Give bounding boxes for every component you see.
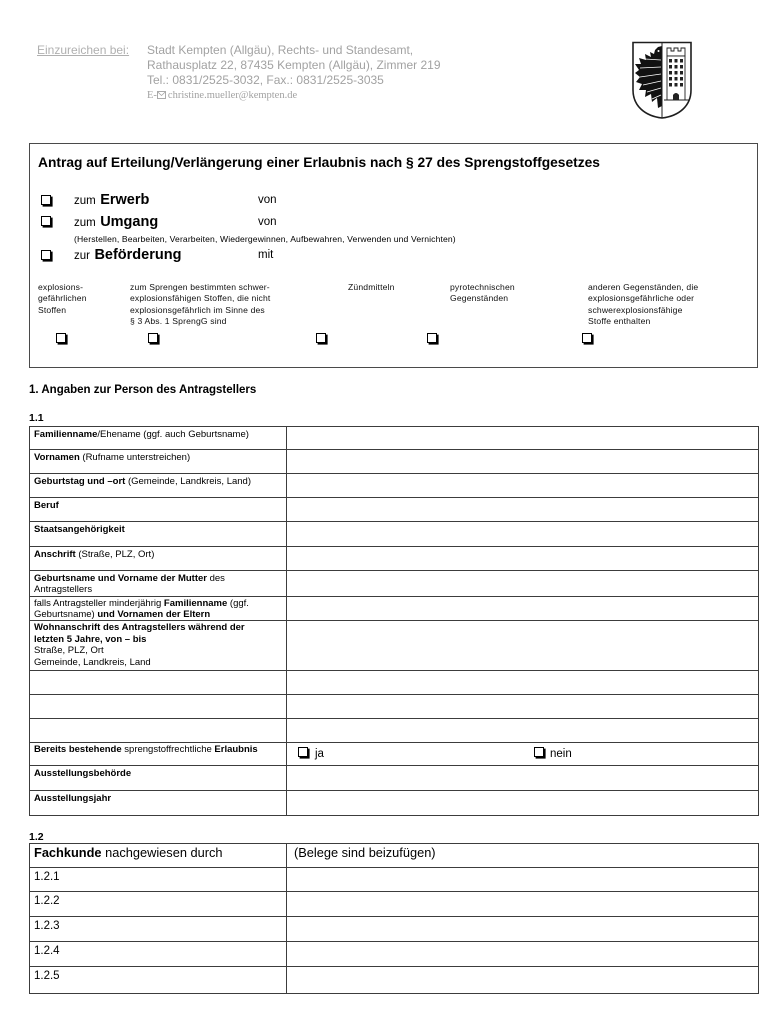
wohnanschrift-field[interactable] [287,621,759,671]
category-line: schwerexplosionsfähige [588,304,683,315]
fachkunde-item-field[interactable] [287,942,759,967]
table-row [30,597,759,621]
option-umgang-text [74,213,158,232]
label-line: letzten 5 Jahre, von – bis [34,633,147,645]
table-row [30,522,759,547]
fachkunde-item-label: 1.2.1 [30,868,287,892]
table-row [30,868,759,892]
category-blasting-substances [130,282,270,328]
label-text: nachgewiesen durch [101,845,223,860]
label-bold: Beruf [34,500,59,511]
wohnanschrift-period-field[interactable] [30,719,287,743]
label-text: des [206,573,225,584]
label-bold: Ausstellungsjahr [34,793,112,804]
category-line: pyrotechnischen [450,282,515,292]
category-line: Zündmitteln [348,282,395,292]
option-befoerderung [38,246,458,264]
explosive-substances-checkbox[interactable] [56,333,66,343]
category-detonators [348,282,395,293]
label-line [34,598,272,609]
wohnanschrift-period-field[interactable] [30,695,287,719]
subsection-number: 1.1 [29,412,44,424]
label-line: Wohnanschrift des Antragstellers während der [34,622,245,633]
label-line: Straße, PLZ, Ort [34,645,104,657]
label-text: (ggf. [227,598,249,609]
label-line: Antragstellers [34,584,93,595]
label-text: sprengstoffrechtliche [121,744,215,755]
wohnanschrift-address-field[interactable] [287,671,759,695]
label-bold: Ausstellungsbehörde [34,768,132,779]
fachkunde-item-label: 1.2.3 [30,917,287,942]
category-line: Stoffen [38,304,67,315]
address-line: Rathausplatz 22, 87435 Kempten (Allgäu), Zimmer 219 [147,58,441,72]
label-bold: Fachkunde [34,845,102,860]
label-bold: und Vornamen der Eltern [94,609,211,620]
option-befoerderung-text [74,246,181,265]
label-bold: Geburtsname und Vorname der Mutter [34,573,207,584]
beruf-field[interactable] [287,498,759,522]
vornamen-field[interactable] [287,450,759,474]
address-line: Stadt Kempten (Allgäu), Rechts- und Standesamt, [147,43,414,57]
option-suffix: mit [258,249,274,261]
label-bold: Bereits bestehende [34,744,122,755]
permit-no-checkbox[interactable] [534,747,544,757]
permit-no-label: nein [550,748,572,760]
befoerderung-checkbox[interactable] [41,250,51,260]
label-text: (Straße, PLZ, Ort) [75,549,155,560]
table-row [30,427,759,450]
table-row [30,671,759,695]
envelope-icon [157,91,166,99]
label-bold: Familienname [34,429,98,440]
wohnanschrift-address-field[interactable] [287,719,759,743]
category-line: § 3 Abs. 1 SprengG sind [130,316,227,327]
category-line: explosionsgefährliche oder [588,293,695,304]
label-line [34,573,272,584]
application-title: Antrag auf Erteilung/Verlängerung einer Erlaubnis nach § 27 des Sprengstoffgesetzes [38,155,600,170]
mutter-name-field[interactable] [287,571,759,597]
fachkunde-item-label: 1.2.5 [30,967,287,994]
application-box [29,143,758,368]
option-prefix: zum [74,195,96,207]
staatsangehoerigkeit-field[interactable] [287,522,759,547]
category-line: explosionsgefährlich im Sinne des [130,304,265,315]
section-title: 1. Angaben zur Person des Antragstellers [29,384,257,396]
fachkunde-item-field[interactable] [287,892,759,917]
pyrotechnics-checkbox[interactable] [427,333,437,343]
email-link[interactable]: christine.mueller@kempten.de [167,90,298,101]
fachkunde-note: (Belege sind beizufügen) [287,844,759,868]
ausstellungsbehoerde-label [30,766,287,791]
table-row [30,621,759,671]
beruf-label [30,498,287,522]
fachkunde-item-label: 1.2.4 [30,942,287,967]
wohnanschrift-label [30,621,287,671]
table-row [30,942,759,967]
vornamen-label [30,450,287,474]
label-text: (Rufname unterstreichen) [79,452,191,463]
geburtstag-ort-label [30,474,287,498]
familienname-field[interactable] [287,427,759,450]
label-text: /Ehename (ggf. auch Geburtsname) [97,429,249,440]
table-row [30,844,759,868]
option-erwerb-text [74,191,149,210]
subsection-number: 1.2 [29,831,44,843]
other-objects-checkbox[interactable] [582,333,592,343]
label-line [34,609,272,620]
option-erwerb [38,191,458,209]
permit-choice-cell [287,743,759,766]
label-text: (Gemeinde, Landkreis, Land) [125,476,251,487]
label-text: Geburtsname) [34,609,95,620]
contact-line: Tel.: 0831/2525-3032, Fax.: 0831/2525-3035 [147,73,384,87]
permit-yes-checkbox[interactable] [298,747,308,757]
table-row [30,474,759,498]
option-label: Beförderung [94,247,182,263]
familienname-label [30,427,287,450]
submit-to-label: Einzureichen bei: [37,43,130,57]
eltern-name-field[interactable] [287,597,759,621]
wohnanschrift-address-field[interactable] [287,695,759,719]
category-line: anderen Gegenständen, die [588,282,699,292]
category-pyrotechnics [450,282,515,305]
label-bold: Erlaubnis [214,744,258,755]
permit-choices [287,743,758,765]
category-line: zum Sprengen bestimmten schwer- [130,282,270,292]
option-umgang [38,213,458,231]
fachkunde-header [30,844,287,868]
applicant-table [29,426,759,816]
fachkunde-item-field[interactable] [287,967,759,994]
staatsangehoerigkeit-label [30,522,287,547]
category-line: explosions- [38,282,84,292]
erwerb-checkbox[interactable] [41,195,51,205]
email-line [147,90,297,102]
eltern-name-label [30,597,287,621]
label-bold: Familienname [163,598,228,609]
table-row [30,743,759,766]
wohnanschrift-period-field[interactable] [30,671,287,695]
ausstellungsjahr-field[interactable] [287,791,759,816]
category-line: Gegenständen [450,293,509,304]
fachkunde-item-field[interactable] [287,917,759,942]
category-line: Stoffe enthalten [588,316,651,327]
table-row [30,766,759,791]
category-explosive-substances [38,282,87,316]
fachkunde-item-label: 1.2.2 [30,892,287,917]
table-row [30,967,759,994]
fachkunde-item-field[interactable] [287,868,759,892]
fachkunde-table [29,843,759,994]
category-other-objects [588,282,698,328]
umgang-checkbox[interactable] [41,216,51,226]
email-prefix: E- [147,90,157,101]
label-line: Gemeinde, Landkreis, Land [34,656,151,668]
label-text: falls Antragsteller minderjährig [34,598,164,609]
permit-label [30,743,287,766]
table-row [30,791,759,816]
label-bold: Geburtstag und –ort [34,476,126,487]
table-row [30,695,759,719]
option-label: Erwerb [100,192,150,208]
mutter-name-label [30,571,287,597]
umgang-note: (Herstellen, Bearbeiten, Verarbeiten, Wiedergewinnen, Aufbewahren, Verwenden und Vernichten) [74,234,456,244]
anschrift-field[interactable] [287,547,759,571]
table-row [30,917,759,942]
ausstellungsjahr-label [30,791,287,816]
table-row [30,450,759,474]
table-row [30,498,759,522]
category-line: explosionsfähigen Stoffen, die nicht [130,293,271,304]
table-row [30,892,759,917]
option-prefix: zum [74,217,96,229]
blasting-substances-checkbox[interactable] [148,333,158,343]
detonators-checkbox[interactable] [316,333,326,343]
option-prefix: zur [74,250,90,262]
table-row [30,571,759,597]
authority-address [147,43,441,88]
permit-yes-label: ja [315,748,324,760]
label-bold: Staatsangehörigkeit [34,524,125,535]
ausstellungsbehoerde-field[interactable] [287,766,759,791]
label-bold: Anschrift [34,549,76,560]
coat-of-arms-icon [630,40,694,120]
option-label: Umgang [100,214,159,230]
label-bold: Vornamen [34,452,80,463]
option-suffix: von [258,194,277,206]
anschrift-label [30,547,287,571]
category-line: gefährlichen [38,293,87,304]
table-row [30,547,759,571]
option-suffix: von [258,216,277,228]
table-row [30,719,759,743]
geburtstag-ort-field[interactable] [287,474,759,498]
